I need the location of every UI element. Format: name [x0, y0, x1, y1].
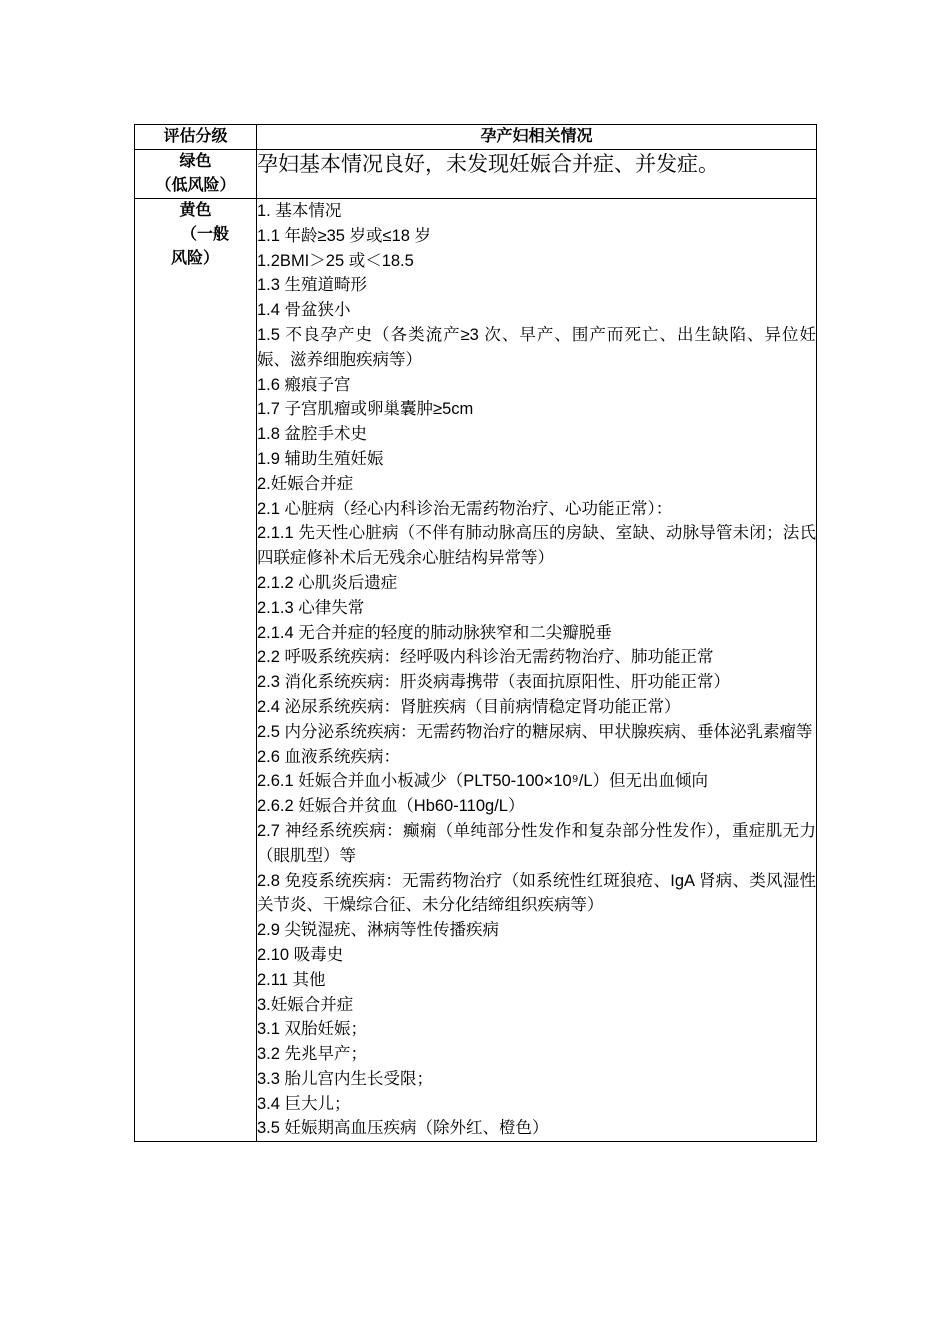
list-item: 2.5 内分泌系统疾病：无需药物治疗的糖尿病、甲状腺疾病、垂体泌乳素瘤等 — [257, 722, 813, 741]
level-yellow-line-1: 黄色 — [179, 202, 212, 219]
green-condition-text: 孕妇基本情况良好，未发现妊娠合并症、并发症。 — [257, 150, 817, 199]
list-item: 3.5 妊娠期高血压疾病（除外红、橙色） — [257, 1119, 549, 1138]
list-item: 2.9 尖锐湿疣、淋病等性传播疾病 — [257, 921, 500, 940]
list-item: 2.4 泌尿系统疾病：肾脏疾病（目前病情稳定肾功能正常） — [257, 697, 681, 716]
level-yellow-line-3: 风险） — [171, 250, 220, 267]
list-item: 1.6 瘢痕子宫 — [257, 375, 351, 394]
list-item: 2.7 神经系统疾病：癫痫（单纯部分性发作和复杂部分性发作），重症肌无力（眼肌型）等 — [257, 821, 816, 865]
list-item: 1. 基本情况 — [257, 202, 342, 220]
level-cell-yellow — [135, 199, 257, 1142]
list-item: 3.3 胎儿宫内生长受限； — [257, 1069, 434, 1088]
list-item: 2.1.2 心肌炎后遗症 — [257, 573, 398, 592]
list-item: 2.1.1 先天性心脏病（不伴有肺动脉高压的房缺、室缺、动脉导管未闭；法氏四联症修补术后无残余心脏结构异常等） — [257, 524, 816, 568]
level-green-line-2: （低风险） — [155, 177, 236, 194]
list-item: 1.1 年龄≥35 岁或≤18 岁 — [257, 226, 432, 245]
list-item: 3.4 巨大儿； — [257, 1094, 351, 1113]
list-item: 1.9 辅助生殖妊娠 — [257, 449, 384, 468]
list-item: 2.2 呼吸系统疾病：经呼吸内科诊治无需药物治疗、肺功能正常 — [257, 648, 714, 667]
yellow-condition-list — [257, 199, 817, 1142]
list-item: 2.1.3 心律失常 — [257, 598, 365, 617]
risk-assessment-table — [134, 124, 817, 1142]
level-yellow-line-2: （一般 — [181, 226, 230, 243]
level-cell-green — [135, 150, 257, 199]
list-item: 1.8 盆腔手术史 — [257, 425, 368, 444]
table-header-row — [135, 125, 817, 150]
list-item: 2.1 心脏病（经心内科诊治无需药物治疗、心功能正常）： — [257, 499, 673, 518]
header-assessment-level: 评估分级 — [135, 125, 257, 150]
header-maternal-condition: 孕产妇相关情况 — [257, 125, 817, 150]
list-item: 3.2 先兆早产； — [257, 1045, 368, 1064]
table-row-yellow — [135, 199, 817, 1142]
list-item: 2.11 其他 — [257, 970, 326, 989]
list-item: 2.10 吸毒史 — [257, 945, 344, 964]
list-item: 2.8 免疫系统疾病：无需药物治疗（如系统性红斑狼疮、IgA 肾病、类风湿性关节炎、干燥综合征、未分化结缔组织疾病等） — [257, 871, 816, 915]
list-item: 1.5 不良孕产史（各类流产≥3 次、早产、围产而死亡、出生缺陷、异位妊娠、滋养细胞疾病等） — [257, 325, 816, 369]
list-item: 1.4 骨盆狭小 — [257, 301, 351, 320]
list-item: 1.7 子宫肌瘤或卵巢囊肿≥5cm — [257, 400, 474, 419]
list-item: 1.2BMI＞25 或＜18.5 — [257, 251, 414, 270]
list-item: 2.1.4 无合并症的轻度的肺动脉狭窄和二尖瓣脱垂 — [257, 623, 612, 642]
list-item: 2.3 消化系统疾病：肝炎病毒携带（表面抗原阳性、肝功能正常） — [257, 673, 731, 692]
list-item: 3.妊娠合并症 — [257, 995, 354, 1014]
table-row-green — [135, 150, 817, 199]
list-item: 2.6.2 妊娠合并贫血（Hb60-110g/L） — [257, 797, 525, 816]
list-item: 1.3 生殖道畸形 — [257, 276, 368, 295]
list-item: 2.6 血液系统疾病： — [257, 747, 401, 766]
list-item: 2.6.1 妊娠合并血小板减少（PLT50-100×10⁹/L）但无出血倾向 — [257, 772, 709, 791]
list-item: 3.1 双胎妊娠； — [257, 1020, 368, 1039]
list-item: 2.妊娠合并症 — [257, 474, 354, 493]
level-green-line-1: 绿色 — [179, 153, 212, 170]
